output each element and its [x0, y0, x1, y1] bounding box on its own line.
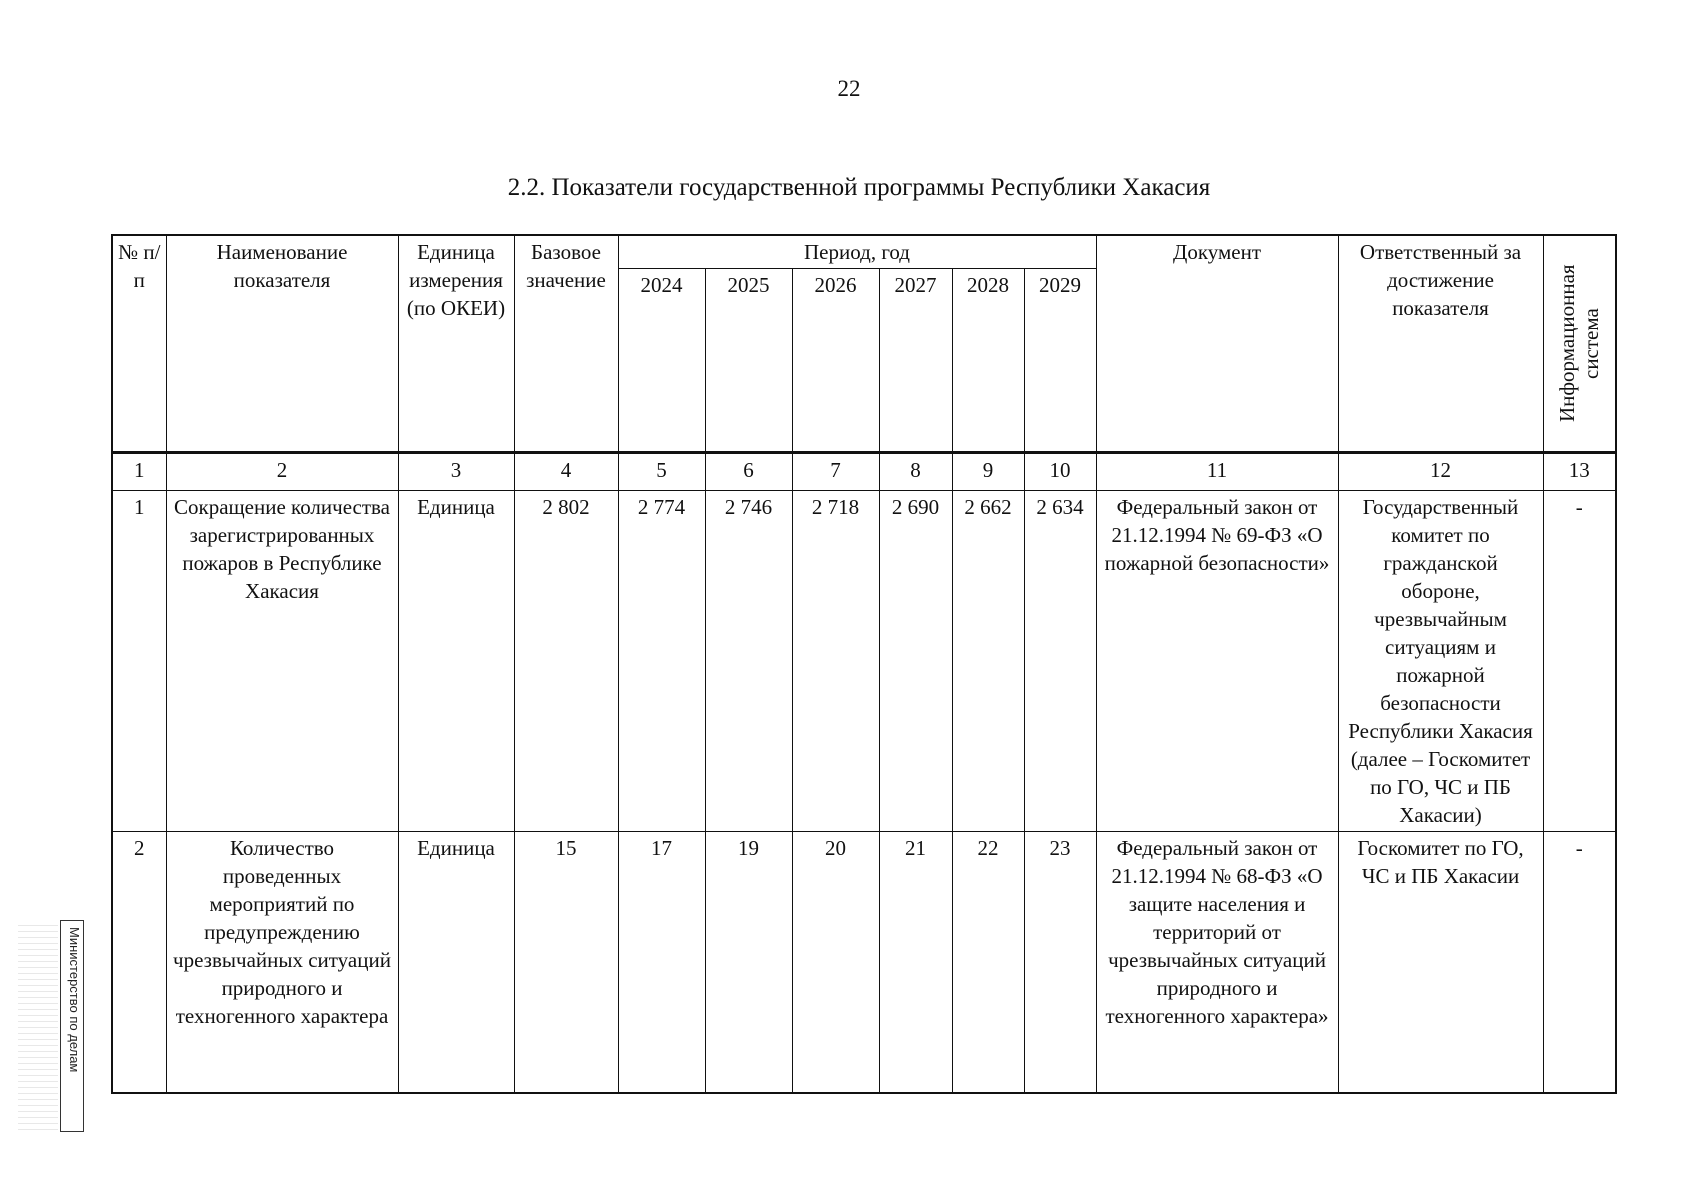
header-info-system: [1543, 235, 1616, 453]
page-title: 2.2. Показатели государственной программы Республики Хакасия: [507, 174, 1211, 201]
registration-stamp: [18, 920, 84, 1130]
year-value: 2 718: [792, 491, 879, 832]
header-year: 2027: [879, 269, 952, 453]
column-number: 12: [1338, 453, 1543, 491]
column-number: 7: [792, 453, 879, 491]
page-number: 22: [837, 76, 861, 101]
info-system-cell: -: [1543, 832, 1616, 1094]
year-value: 2 662: [952, 491, 1024, 832]
column-number: 5: [618, 453, 705, 491]
stamp-text: Министерство по делам: [67, 927, 82, 1073]
header-year: 2024: [618, 269, 705, 453]
column-number: 1: [112, 453, 166, 491]
responsible-cell: Госкомитет по ГО, ЧС и ПБ Хакасии: [1338, 832, 1543, 1094]
year-value: 20: [792, 832, 879, 1094]
column-number: 4: [514, 453, 618, 491]
indicator-name: Сокращение количества зарегистрированных пожаров в Республике Хакасия: [166, 491, 398, 832]
header-unit: Единица измерения (по ОКЕИ): [398, 235, 514, 453]
header-year: 2029: [1024, 269, 1096, 453]
header-base: Базовое значение: [514, 235, 618, 453]
column-number: 13: [1543, 453, 1616, 491]
header-year: 2025: [705, 269, 792, 453]
indicator-name: Количество проведенных мероприятий по предупреждению чрезвычайных ситуаций природного и техногенного характера: [166, 832, 398, 1094]
responsible-cell: Государственный комитет по гражданской обороне, чрезвычайным ситуациям и пожарной безопасности Республики Хакасия (далее – Госкомитет по ГО, ЧС и ПБ Хакасии): [1338, 491, 1543, 832]
year-value: 22: [952, 832, 1024, 1094]
year-value: 2 774: [618, 491, 705, 832]
document-cell: Федеральный закон от 21.12.1994 № 68-ФЗ «О защите населения и территорий от чрезвычайных ситуаций природного и техногенного характера»: [1096, 832, 1338, 1094]
column-number: 10: [1024, 453, 1096, 491]
header-year: 2028: [952, 269, 1024, 453]
base-value: 15: [514, 832, 618, 1094]
header-year: 2026: [792, 269, 879, 453]
unit-cell: Единица: [398, 491, 514, 832]
header-name: Наименование показателя: [166, 235, 398, 453]
column-number: 8: [879, 453, 952, 491]
column-number: 11: [1096, 453, 1338, 491]
header-info-system-label: Информационная система: [1555, 264, 1604, 423]
document-cell: Федеральный закон от 21.12.1994 № 69-ФЗ «О пожарной безопасности»: [1096, 491, 1338, 832]
column-number: 6: [705, 453, 792, 491]
stamp-frame: [60, 920, 84, 1132]
column-number: 9: [952, 453, 1024, 491]
row-num: 2: [112, 832, 166, 1094]
column-number: 2: [166, 453, 398, 491]
info-system-cell: -: [1543, 491, 1616, 832]
unit-cell: Единица: [398, 832, 514, 1094]
year-value: 19: [705, 832, 792, 1094]
year-value: 2 690: [879, 491, 952, 832]
year-value: 17: [618, 832, 705, 1094]
table-row: [112, 832, 1616, 1094]
indicators-table: [111, 234, 1617, 1094]
year-value: 2 634: [1024, 491, 1096, 832]
header-document: Документ: [1096, 235, 1338, 453]
year-value: 2 746: [705, 491, 792, 832]
row-num: 1: [112, 491, 166, 832]
header-num: № п/п: [112, 235, 166, 453]
year-value: 23: [1024, 832, 1096, 1094]
year-value: 21: [879, 832, 952, 1094]
header-responsible: Ответственный за достижение показателя: [1338, 235, 1543, 453]
column-number: 3: [398, 453, 514, 491]
header-period: Период, год: [618, 235, 1096, 269]
stamp-texture: [18, 920, 58, 1130]
table-row: [112, 491, 1616, 832]
base-value: 2 802: [514, 491, 618, 832]
